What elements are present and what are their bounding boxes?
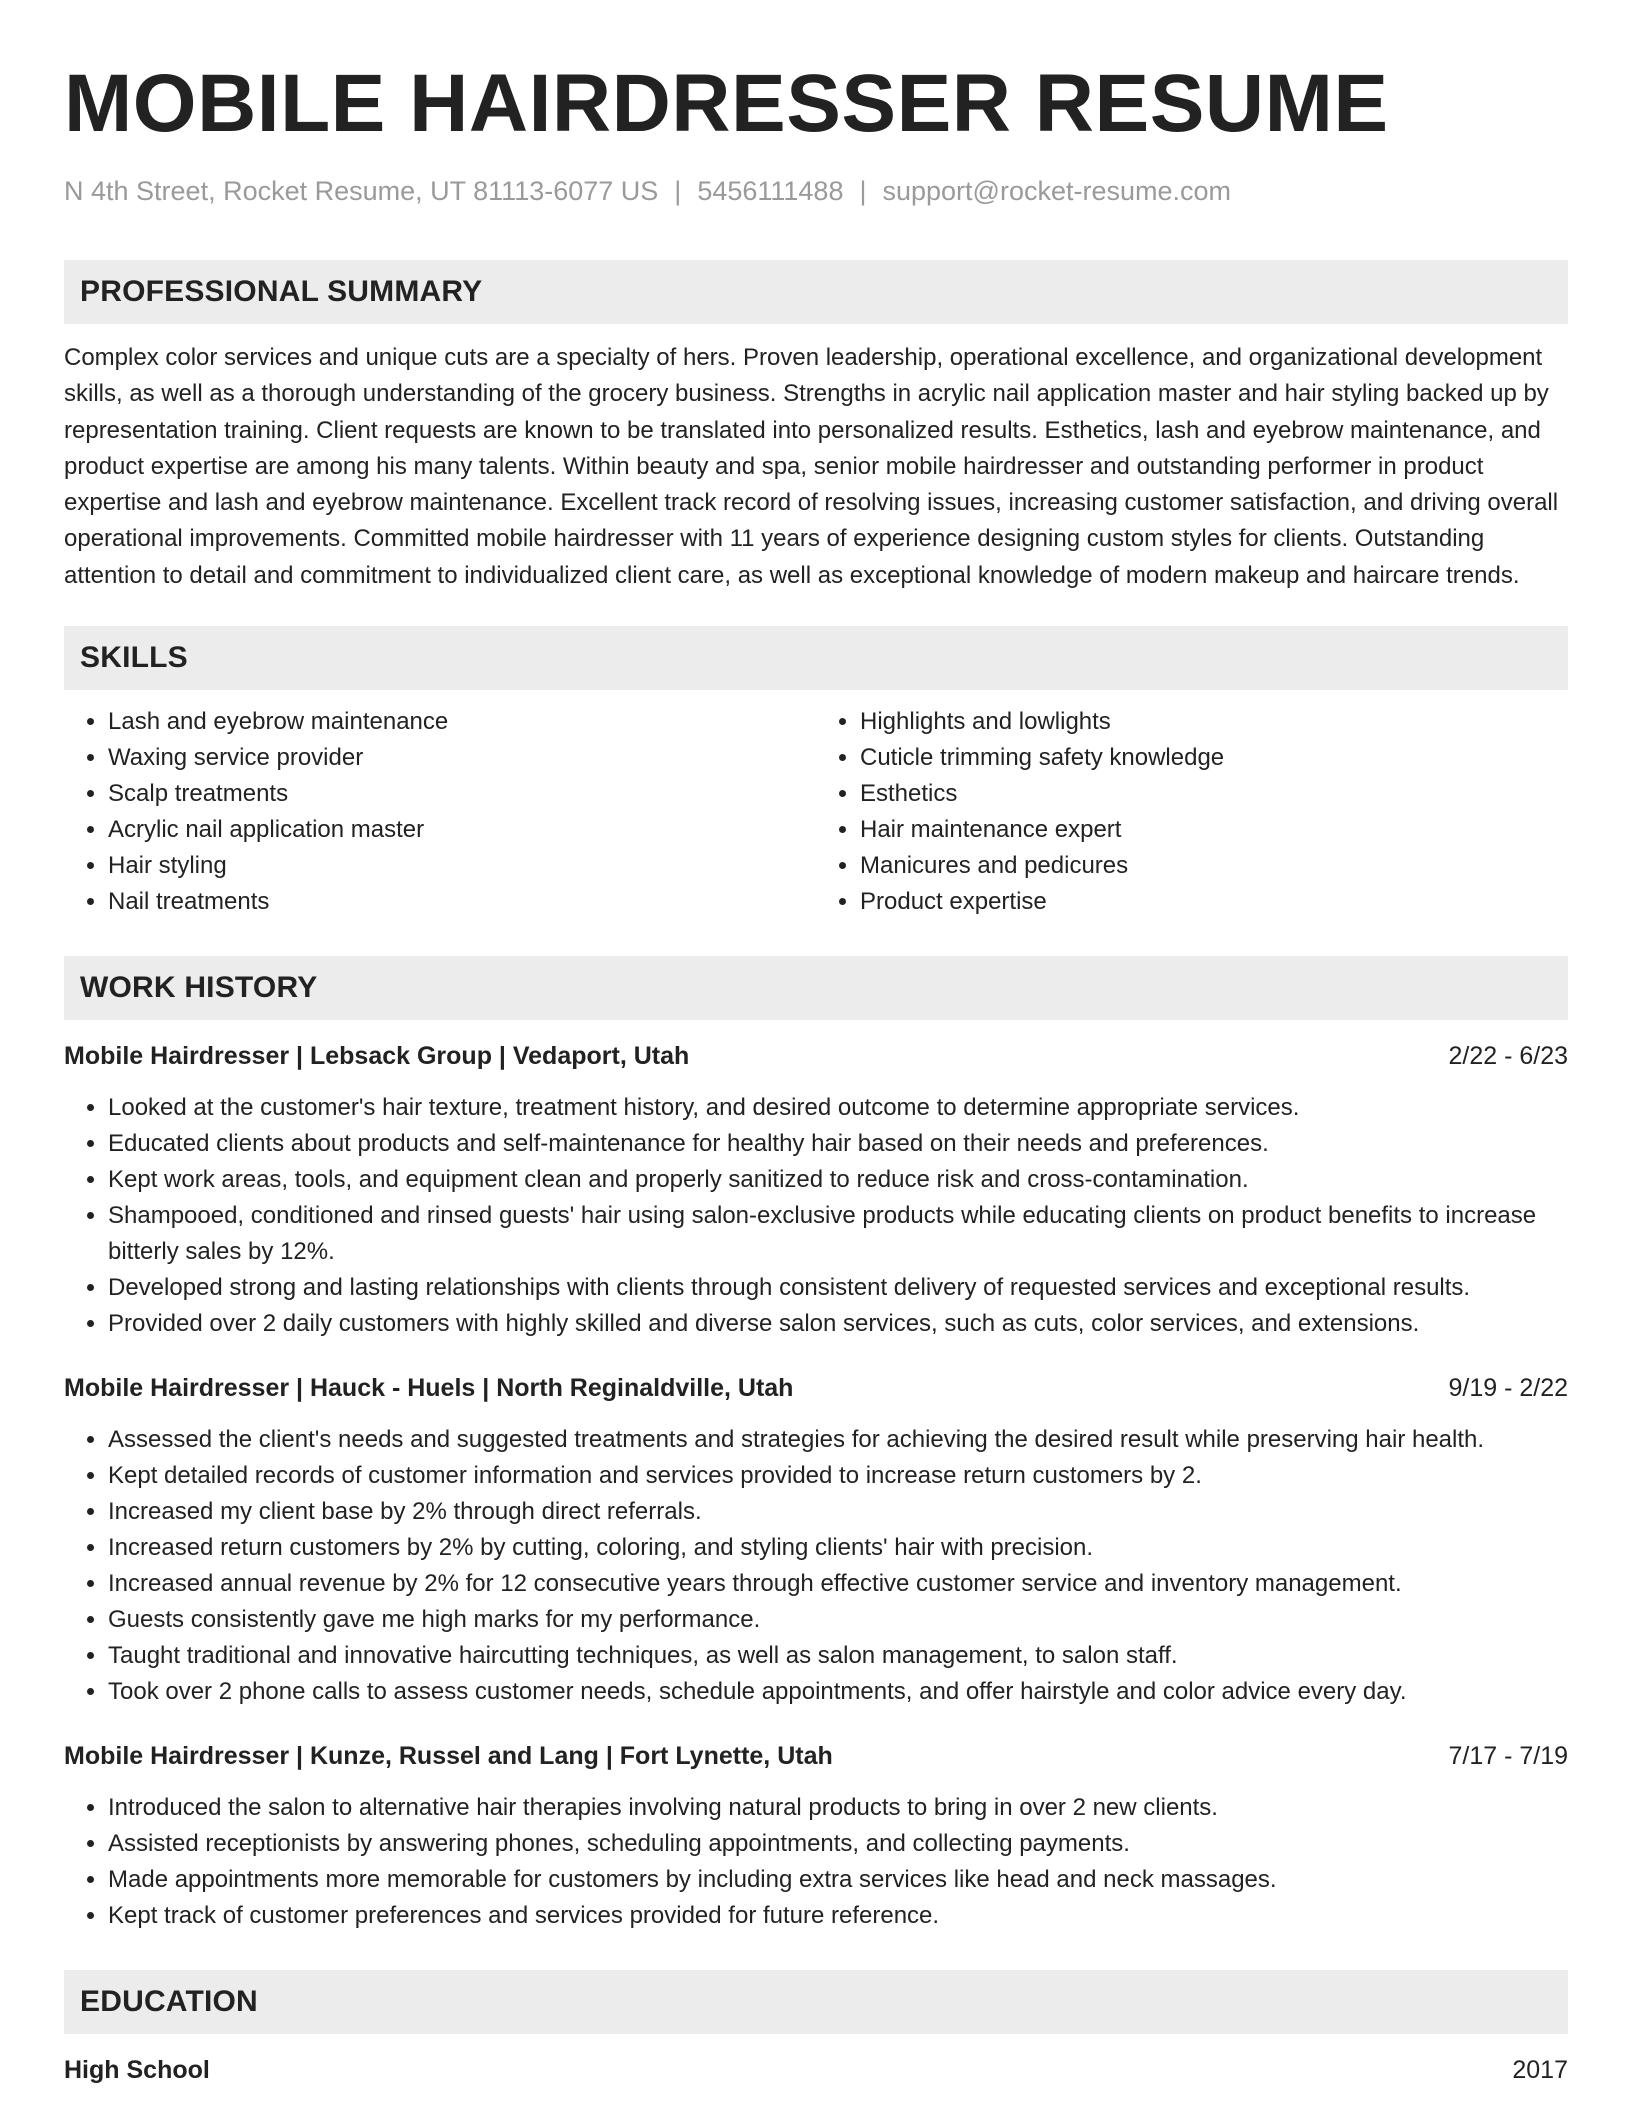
skill-item: • Scalp treatments <box>108 776 816 812</box>
skill-item: • Cuticle trimming safety knowledge <box>860 740 1568 776</box>
job-bullet: • Educated clients about products and self-maintenance for healthy hair based on their needs and preferences. <box>108 1126 1568 1162</box>
summary-section-header <box>64 260 1568 324</box>
job-bullet: • Provided over 2 daily customers with highly skilled and diverse salon services, such as cuts, color services, and extensions. <box>108 1306 1568 1342</box>
job-title: Mobile Hairdresser | Kunze, Russel and Lang | Fort Lynette, Utah <box>64 1742 833 1771</box>
job-bullet: • Guests consistently gave me high marks for my performance. <box>108 1602 1568 1638</box>
skill-item: • Esthetics <box>860 776 1568 812</box>
skill-item: • Acrylic nail application master <box>108 812 816 848</box>
job-bullets <box>64 1422 1568 1710</box>
skills-column-right <box>816 704 1568 920</box>
contact-address: N 4th Street, Rocket Resume, UT 81113-6077 US <box>64 176 659 206</box>
job-dates: 9/19 - 2/22 <box>1448 1374 1568 1403</box>
job-bullet: • Assessed the client's needs and suggested treatments and strategies for achieving the desired result while preserving hair health. <box>108 1422 1568 1458</box>
job-bullet: • Introduced the salon to alternative hair therapies involving natural products to bring in over 2 new clients. <box>108 1790 1568 1826</box>
job-bullet: • Developed strong and lasting relationships with clients through consistent delivery of requested services and exceptional results. <box>108 1270 1568 1306</box>
skill-item: • Highlights and lowlights <box>860 704 1568 740</box>
resume-title: MOBILE HAIRDRESSER RESUME <box>64 58 1389 149</box>
education-year: 2017 <box>1512 2056 1568 2085</box>
job-bullet: • Kept detailed records of customer information and services provided to increase return customers by 2. <box>108 1458 1568 1494</box>
job-bullet: • Kept work areas, tools, and equipment clean and properly sanitized to reduce risk and cross-contamination. <box>108 1162 1568 1198</box>
job-title: Mobile Hairdresser | Lebsack Group | Vedaport, Utah <box>64 1042 690 1071</box>
summary-text: Complex color services and unique cuts are a specialty of hers. Proven leadership, operational excellence, and organizational development skills, as well as a thorough understanding of the grocery business. Strengths in acrylic nail application master and hair styling backed up by representation training. Client requests are known to be translated into personalized results. Esthetics, lash and eyebrow maintenance, and product expertise are among his many talents. Within beauty and spa, senior mobile hairdresser and outstanding performer in product expertise and lash and eyebrow maintenance. Excellent track record of resolving issues, increasing customer satisfaction, and driving overall operational improvements. Committed mobile hairdresser with 11 years of experience designing custom styles for clients. Outstanding attention to detail and commitment to individualized client care, as well as exceptional knowledge of modern makeup and haircare trends. <box>64 344 1559 589</box>
job-dates: 2/22 - 6/23 <box>1448 1042 1568 1071</box>
job-bullet: • Increased return customers by 2% by cutting, coloring, and styling clients' hair with precision. <box>108 1530 1568 1566</box>
work-section-header <box>64 956 1568 1020</box>
job-bullet: • Looked at the customer's hair texture, treatment history, and desired outcome to determine appropriate services. <box>108 1090 1568 1126</box>
contact-email[interactable]: support@rocket-resume.com <box>882 176 1232 206</box>
job-title: Mobile Hairdresser | Hauck - Huels | North Reginaldville, Utah <box>64 1374 794 1403</box>
job-entry <box>64 1038 1568 1342</box>
education-school: High School <box>64 2056 210 2085</box>
skill-item: • Hair maintenance expert <box>860 812 1568 848</box>
job-bullet: • Increased my client base by 2% through direct referrals. <box>108 1494 1568 1530</box>
job-bullet: • Shampooed, conditioned and rinsed guests' hair using salon-exclusive products while educating clients on product benefits to increase bitterly sales by 12%. <box>108 1198 1568 1270</box>
job-bullets <box>64 1090 1568 1342</box>
job-bullet: • Took over 2 phone calls to assess customer needs, schedule appointments, and offer hairstyle and color advice every day. <box>108 1674 1568 1710</box>
work-heading: WORK HISTORY <box>80 971 318 1005</box>
skills-section-header <box>64 626 1568 690</box>
skill-item: • Hair styling <box>108 848 816 884</box>
job-bullet: • Made appointments more memorable for customers by including extra services like head and neck massages. <box>108 1862 1568 1898</box>
job-bullet: • Increased annual revenue by 2% for 12 consecutive years through effective customer service and inventory management. <box>108 1566 1568 1602</box>
job-header <box>64 1738 1568 1774</box>
contact-separator: | <box>674 176 682 206</box>
job-entry <box>64 1370 1568 1710</box>
skill-item: • Product expertise <box>860 884 1568 920</box>
contact-line <box>64 174 1568 208</box>
job-header <box>64 1038 1568 1074</box>
job-dates: 7/17 - 7/19 <box>1448 1742 1568 1771</box>
skills-column-left <box>64 704 816 920</box>
skill-item: • Waxing service provider <box>108 740 816 776</box>
job-entry <box>64 1738 1568 1934</box>
summary-heading: PROFESSIONAL SUMMARY <box>80 275 483 308</box>
education-section-header <box>64 1970 1568 2034</box>
contact-phone[interactable]: 5456111488 <box>697 176 844 206</box>
skills-heading: SKILLS <box>80 641 188 675</box>
skill-item: • Nail treatments <box>108 884 816 920</box>
skill-item: • Lash and eyebrow maintenance <box>108 704 816 740</box>
job-header <box>64 1370 1568 1406</box>
job-bullet: • Taught traditional and innovative haircutting techniques, as well as salon management, to salon staff. <box>108 1638 1568 1674</box>
job-bullets <box>64 1790 1568 1934</box>
job-bullet: • Kept track of customer preferences and services provided for future reference. <box>108 1898 1568 1934</box>
education-entry <box>64 2052 1568 2088</box>
contact-separator: | <box>859 176 867 206</box>
skill-item: • Manicures and pedicures <box>860 848 1568 884</box>
education-heading: EDUCATION <box>80 1985 258 2019</box>
job-bullet: • Assisted receptionists by answering phones, scheduling appointments, and collecting payments. <box>108 1826 1568 1862</box>
skills-list <box>64 704 1568 920</box>
